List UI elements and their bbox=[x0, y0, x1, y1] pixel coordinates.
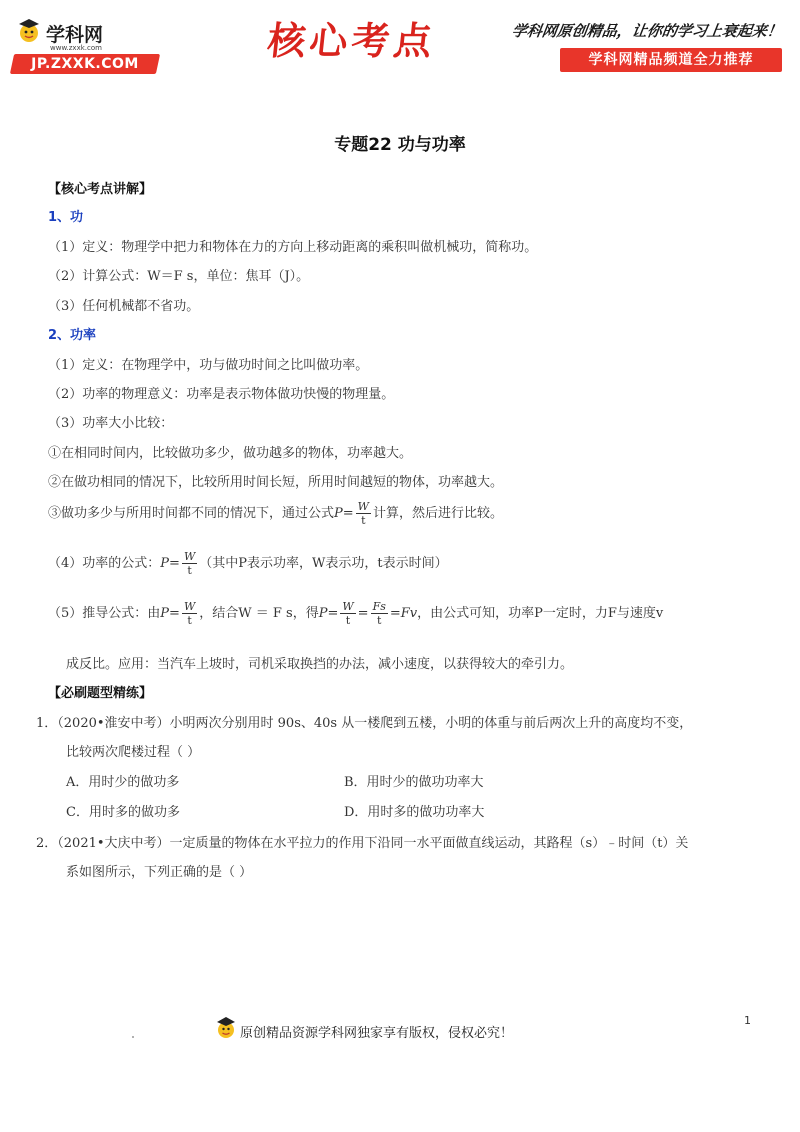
promo-badge[interactable]: 学科网精品频道全力推荐 bbox=[560, 48, 782, 72]
mascot-icon bbox=[214, 1016, 238, 1040]
power-derivation-line bbox=[48, 600, 663, 627]
fraction-w-over-t bbox=[182, 600, 197, 627]
scan-dot bbox=[132, 1036, 134, 1038]
question-1 bbox=[36, 712, 692, 731]
fraction-w-over-t bbox=[340, 600, 355, 627]
logo-url: JP.ZXXK.COM bbox=[31, 56, 139, 72]
formula-symbol: P bbox=[160, 556, 170, 571]
work-formula: （2）计算公式：W＝F s，单位：焦耳（J）。 bbox=[48, 269, 310, 284]
work-definition: （1）定义：物理学中把力和物体在力的方向上移动距离的乘积叫做机械功，简称功。 bbox=[48, 240, 538, 255]
mascot-icon bbox=[16, 18, 42, 44]
formula-text-b: （其中P表示功率，W表示功，t表示时间） bbox=[199, 556, 448, 571]
formula-symbol: P bbox=[318, 606, 328, 621]
formula-symbol: Fv bbox=[400, 606, 418, 621]
power-derivation-cont: 成反比。应用：当汽车上坡时，司机采取换挡的办法，减小速度，以获得较大的牵引力。 bbox=[66, 657, 574, 672]
question-2-cont: 系如图所示，下列正确的是（ ） bbox=[66, 865, 253, 880]
formula-symbol: P bbox=[160, 606, 170, 621]
question-text: （2020•淮安中考）小明两次分别用时 90s、40s 从一楼爬到五楼，小明的体重与前后两次上升的高度均不变， bbox=[57, 716, 693, 731]
power-formula-line bbox=[48, 550, 448, 577]
page-number: 1 bbox=[744, 1014, 751, 1027]
fraction-numerator: W bbox=[357, 500, 369, 513]
fraction-denominator: t bbox=[187, 614, 192, 627]
fraction-denominator: t bbox=[345, 614, 351, 627]
fraction-denominator: t bbox=[187, 564, 192, 577]
formula-symbol: P bbox=[334, 506, 343, 521]
question-text: （2021•大庆中考）一定质量的物体在水平拉力的作用下沿同一水平面做直线运动，其路程（s）﹣时间（t）关 bbox=[57, 836, 689, 851]
derive-text-c: ，由公式可知，功率P一定时，力F与速度v bbox=[417, 606, 664, 621]
formula-symbol: = bbox=[169, 606, 180, 621]
fraction-numerator: W bbox=[183, 600, 196, 613]
header-slogan: 学科网原创精品，让你的学习上衰起来！ bbox=[510, 22, 784, 40]
question-2 bbox=[36, 832, 688, 851]
fraction-numerator: Fs bbox=[372, 600, 386, 613]
logo-url-small: www.zxxk.com bbox=[50, 44, 102, 52]
fraction-fs-over-t bbox=[371, 600, 388, 627]
option-c[interactable]: C．用时多的做功多 bbox=[66, 805, 180, 820]
item-heading-power: 2、功率 bbox=[48, 328, 97, 343]
derive-text-b: ，结合W ＝ F s，得 bbox=[199, 606, 319, 621]
section-heading-practice: 【必刷题型精练】 bbox=[48, 686, 153, 701]
site-logo[interactable] bbox=[12, 16, 162, 76]
work-note: （3）任何机械都不省功。 bbox=[48, 299, 200, 314]
power-compare-2: ②在做功相同的情况下，比较所用时间长短，所用时间越短的物体，功率越大。 bbox=[48, 475, 504, 490]
copyright-notice: 原创精品资源学科网独家享有版权，侵权必究！ bbox=[240, 1026, 514, 1041]
header-title: 核心考点 bbox=[265, 18, 439, 63]
compare-3-text-b: 计算，然后进行比较。 bbox=[372, 506, 503, 521]
derive-text-a: （5）推导公式：由 bbox=[48, 606, 161, 621]
formula-symbol: = bbox=[327, 606, 339, 621]
fraction-denominator: t bbox=[377, 614, 382, 627]
option-a[interactable]: A．用时少的做功多 bbox=[66, 775, 180, 790]
logo-name: 学科网 bbox=[46, 24, 104, 46]
question-number: 2． bbox=[36, 836, 58, 851]
formula-symbol: = bbox=[389, 606, 401, 621]
power-compare-1: ①在相同时间内，比较做功多少，做功越多的物体，功率越大。 bbox=[48, 446, 413, 461]
power-meaning: （2）功率的物理意义：功率是表示物体做功快慢的物理量。 bbox=[48, 387, 395, 402]
fraction-numerator: W bbox=[183, 550, 196, 563]
fraction-w-over-t bbox=[182, 550, 197, 577]
item-heading-work: 1、功 bbox=[48, 210, 84, 225]
fraction-w-over-t bbox=[356, 500, 371, 527]
option-d[interactable]: D．用时多的做功功率大 bbox=[344, 805, 485, 820]
fraction-numerator: W bbox=[342, 600, 354, 613]
power-definition: （1）定义：在物理学中，功与做功时间之比叫做功率。 bbox=[48, 358, 369, 373]
power-compare-heading: （3）功率大小比较： bbox=[48, 416, 174, 431]
formula-symbol: = bbox=[342, 506, 354, 521]
question-number: 1． bbox=[36, 716, 58, 731]
fraction-denominator: t bbox=[361, 514, 366, 527]
power-compare-3 bbox=[48, 500, 503, 527]
formula-symbol: = bbox=[169, 556, 180, 571]
compare-3-text-a: ③做功多少与所用时间都不同的情况下，通过公式 bbox=[48, 506, 335, 521]
question-1-cont: 比较两次爬楼过程（ ） bbox=[66, 745, 201, 760]
section-heading-core: 【核心考点讲解】 bbox=[48, 182, 153, 197]
option-b[interactable]: B．用时少的做功功率大 bbox=[344, 775, 484, 790]
formula-symbol: = bbox=[357, 606, 369, 621]
page-title: 专题22 功与功率 bbox=[334, 135, 466, 155]
formula-text-a: （4）功率的公式： bbox=[48, 556, 161, 571]
